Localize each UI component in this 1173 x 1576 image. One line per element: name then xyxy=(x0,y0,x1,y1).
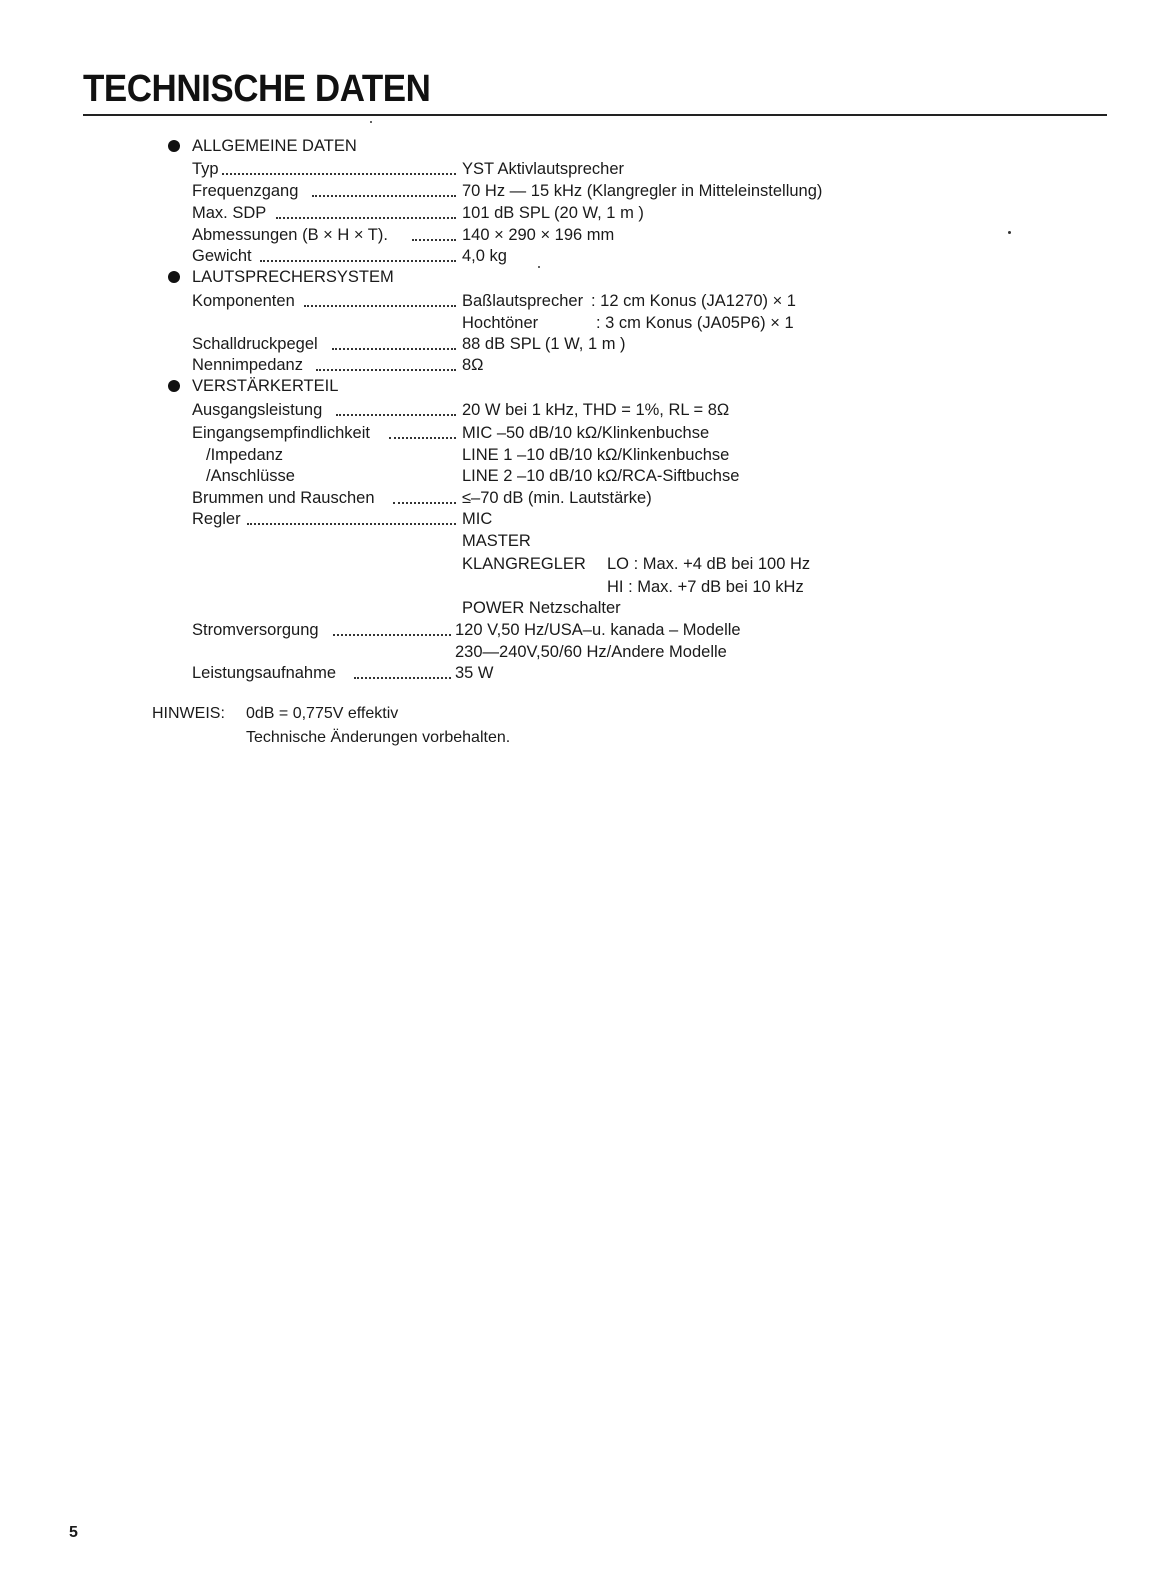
spec-row-max-sdp xyxy=(0,202,1173,224)
spec-label: Eingangsempfindlichkeit xyxy=(192,424,370,442)
dot-leader xyxy=(393,502,456,504)
spec-value-woofer-name: Baßlautsprecher xyxy=(462,292,584,310)
spec-label: Nennimpedanz xyxy=(192,356,303,374)
spec-row-frequency xyxy=(0,180,1173,202)
spec-label: Gewicht xyxy=(192,247,252,265)
spec-label: Typ xyxy=(192,160,219,178)
spec-value: 20 W bei 1 kHz, THD = 1%, RL = 8Ω xyxy=(462,401,730,419)
scan-speck xyxy=(538,266,540,268)
spec-row-consumption xyxy=(0,662,1173,684)
dot-leader xyxy=(412,239,456,241)
section-speaker-heading xyxy=(0,266,1173,288)
section-amplifier-heading xyxy=(0,375,1173,397)
spec-row-line1 xyxy=(0,444,1173,466)
note-text: 0dB = 0,775V effektiv xyxy=(246,705,399,722)
spec-label: Brummen und Rauschen xyxy=(192,489,375,507)
bullet-icon xyxy=(168,380,180,392)
spec-value: 120 V,50 Hz/USA–u. kanada – Modelle xyxy=(455,621,741,639)
spec-sublabel: /Impedanz xyxy=(206,446,284,464)
bullet-icon xyxy=(168,271,180,283)
section-title: VERSTÄRKERTEIL xyxy=(192,377,339,395)
spec-value: MIC xyxy=(462,510,493,528)
spec-label: Komponenten xyxy=(192,292,295,310)
dot-leader xyxy=(336,414,456,416)
spec-row-tone-lo xyxy=(0,553,1173,575)
section-general-heading xyxy=(0,135,1173,157)
dot-leader xyxy=(222,173,456,175)
dot-leader xyxy=(316,369,456,371)
spec-row-impedance xyxy=(0,354,1173,376)
spec-row-dimensions xyxy=(0,224,1173,246)
spec-row-pressure xyxy=(0,333,1173,355)
spec-label: Ausgangsleistung xyxy=(192,401,323,419)
scan-speck xyxy=(1008,231,1011,234)
spec-row-line2 xyxy=(0,465,1173,487)
spec-row-power-supply-2 xyxy=(0,641,1173,663)
spec-row-tone-hi xyxy=(0,576,1173,598)
spec-value-tweeter-name: Hochtöner xyxy=(462,314,539,332)
spec-value: 140 × 290 × 196 mm xyxy=(462,226,615,244)
spec-value: LINE 2 –10 dB/10 kΩ/RCA-Siftbuchse xyxy=(462,467,740,485)
spec-value: 35 W xyxy=(455,664,494,682)
dot-leader xyxy=(247,523,456,525)
spec-row-weight xyxy=(0,245,1173,267)
section-title: LAUTSPRECHERSYSTEM xyxy=(192,268,394,286)
dot-leader xyxy=(333,634,451,636)
spec-value: 88 dB SPL (1 W, 1 m ) xyxy=(462,335,626,353)
spec-value: 70 Hz — 15 kHz (Klangregler in Mitteleinstellung) xyxy=(462,182,823,200)
spec-value-woofer: : 12 cm Konus (JA1270) × 1 xyxy=(591,292,796,310)
spec-label: Stromversorgung xyxy=(192,621,319,639)
spec-value: MIC –50 dB/10 kΩ/Klinkenbuchse xyxy=(462,424,710,442)
spec-label: Regler xyxy=(192,510,241,528)
spec-value-tweeter: : 3 cm Konus (JA05P6) × 1 xyxy=(596,314,794,332)
note-text: Technische Änderungen vorbehalten. xyxy=(246,729,511,746)
spec-label: Leistungsaufnahme xyxy=(192,664,337,682)
dot-leader xyxy=(389,437,456,439)
spec-value: 230—240V,50/60 Hz/Andere Modelle xyxy=(455,643,727,661)
dot-leader xyxy=(260,260,456,262)
spec-sublabel: /Anschlüsse xyxy=(206,467,295,485)
spec-row-master xyxy=(0,530,1173,552)
section-title: ALLGEMEINE DATEN xyxy=(192,137,357,155)
note-label: HINWEIS: xyxy=(152,705,225,722)
spec-value-tone-hi: HI : Max. +7 dB bei 10 kHz xyxy=(607,578,804,596)
spec-row-output xyxy=(0,399,1173,421)
page-title: TECHNISCHE DATEN xyxy=(83,68,431,110)
dot-leader xyxy=(312,195,456,197)
scan-speck xyxy=(370,121,372,123)
dot-leader xyxy=(354,677,451,679)
spec-label: Max. SDP xyxy=(192,204,267,222)
spec-row-components xyxy=(0,290,1173,312)
dot-leader xyxy=(276,217,456,219)
dot-leader xyxy=(304,305,456,307)
dot-leader xyxy=(332,348,456,350)
spec-row-sensitivity xyxy=(0,422,1173,444)
spec-value: MASTER xyxy=(462,532,531,550)
spec-value: ≤–70 dB (min. Lautstärke) xyxy=(462,489,652,507)
spec-value: LINE 1 –10 dB/10 kΩ/Klinkenbuchse xyxy=(462,446,730,464)
spec-row-typ xyxy=(0,158,1173,180)
spec-row-power-supply xyxy=(0,619,1173,641)
spec-row-power-switch xyxy=(0,597,1173,619)
spec-row-controls xyxy=(0,508,1173,530)
spec-row-tweeter xyxy=(0,312,1173,334)
spec-row-noise xyxy=(0,487,1173,509)
note-row-2 xyxy=(0,727,1173,749)
spec-value: 101 dB SPL (20 W, 1 m ) xyxy=(462,204,644,222)
spec-value-tone-label: KLANGREGLER xyxy=(462,555,586,573)
spec-label: Schalldruckpegel xyxy=(192,335,318,353)
spec-value: 8Ω xyxy=(462,356,484,374)
bullet-icon xyxy=(168,140,180,152)
page-number: 5 xyxy=(69,1524,78,1541)
spec-value: YST Aktivlautsprecher xyxy=(462,160,625,178)
spec-label: Frequenzgang xyxy=(192,182,299,200)
spec-label: Abmessungen (B × H × T). xyxy=(192,226,388,244)
note-row-1 xyxy=(0,703,1173,725)
spec-value: POWER Netzschalter xyxy=(462,599,621,617)
spec-value-tone-lo: LO : Max. +4 dB bei 100 Hz xyxy=(607,555,811,573)
spec-value: 4,0 kg xyxy=(462,247,507,265)
